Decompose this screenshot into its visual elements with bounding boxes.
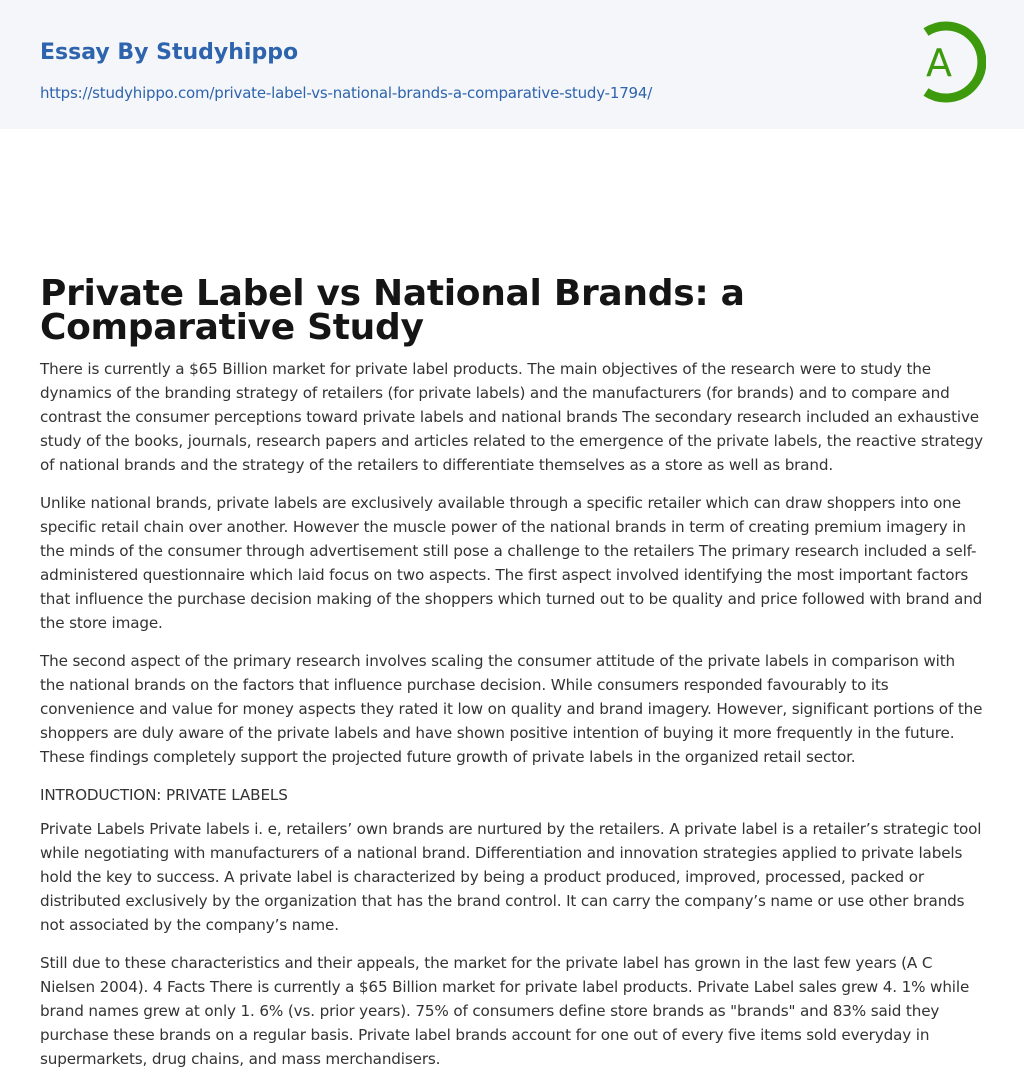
logo-letter: A: [926, 41, 952, 85]
article: [0, 129, 1024, 1071]
paragraph: Still due to these characteristics and their appeals, the market for the private label has grown in the last few years (A C Nielsen 2004). 4 Facts There is currently a $65 Billion market for private label products. Private Label sales grew 4. 1% while brand names grew at only 1. 6% (vs. prior years). 75% of consumers define store brands as "brands" and 83% said they purchase these brands on a regular basis. Private label brands account for one out of every five items sold everyday in supermarkets, drug chains, and mass merchandisers.: [40, 954, 970, 1068]
paragraph: The second aspect of the primary research involves scaling the consumer attitude of the private labels in comparison with the national brands on the factors that influence purchase decision. While consumers responded favourably to its convenience and value for money aspects they rated it low on quality and brand imagery. However, significant portions of the shoppers are duly aware of the private labels and have shown positive intention of buying it more frequently in the future. These findings completely support the projected future growth of private labels in the organized retail sector.: [40, 652, 983, 766]
paragraph: Unlike national brands, private labels are exclusively available through a specific retailer which can draw shoppers into one specific retail chain over another. However the muscle power of the national brands in term of creating premium imagery in the minds of the consumer through advertisement still pose a challenge to the retailers The primary research included a self-administered questionnaire which laid focus on two aspects. The first aspect involved identifying the most important factors that influence the purchase decision making of the shoppers which turned out to be quality and price followed with brand and the store image.: [40, 494, 983, 632]
site-header: [0, 0, 1024, 129]
paragraph: There is currently a $65 Billion market for private label products. The main objectives of the research were to study the dynamics of the branding strategy of retailers (for private labels) and the manufacturers (for brands) and to compare and contrast the consumer perceptions toward private labels and national brands The secondary research included an exhaustive study of the books, journals, research papers and articles related to the emergence of the private labels, the reactive strategy of national brands and the strategy of the retailers to differentiate themselves as a store as well as brand.: [40, 360, 983, 474]
article-title: Private Label vs National Brands: a Comparative Study: [40, 273, 745, 348]
paragraph: Private Labels Private labels i. e, retailers’ own brands are nurtured by the retailers. A private label is a retailer’s strategic tool while negotiating with manufacturers of a national brand. Differentiation and innovation strategies applied to private labels hold the key to success. A private label is characterized by being a product produced, improved, processed, packed or distributed exclusively by the organization that has the brand control. It can carry the company’s name or use other brands not associated by the company’s name.: [40, 820, 982, 934]
studyhippo-logo-icon[interactable]: [912, 18, 986, 106]
essay-url-link[interactable]: https://studyhippo.com/private-label-vs-national-brands-a-comparative-study-1794/: [40, 84, 653, 102]
site-title: Essay By Studyhippo: [40, 40, 299, 65]
section-heading: INTRODUCTION: PRIVATE LABELS: [40, 786, 288, 804]
